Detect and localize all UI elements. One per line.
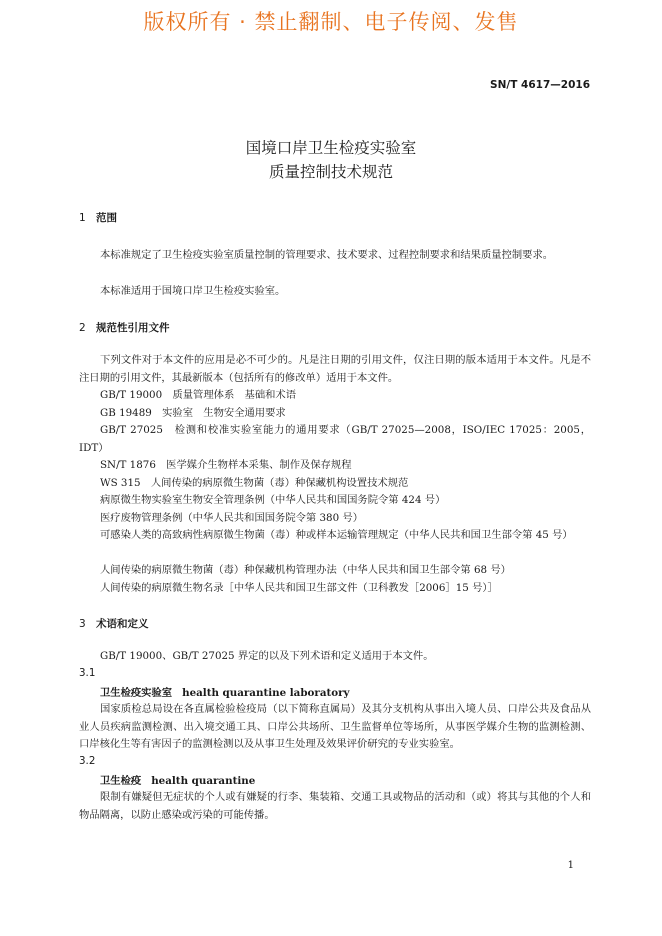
section-number: 2 (79, 322, 86, 334)
reference-item: 可感染人类的高致病性病原微生物菌（毒）种或样本运输管理规定（中华人民共和国卫生部令第 45 号） (100, 529, 573, 541)
section-heading-normative-references (79, 320, 170, 335)
reference-item: SN/T 1876 医学媒介生物样本采集、制作及保存规程 (100, 459, 352, 471)
term-english: health quarantine (151, 775, 256, 787)
reference-item: GB/T 27025 检测和校准实验室能力的通用要求（GB/T 27025—2008，ISO/IEC 17025：2005，IDT） (79, 424, 591, 454)
term-heading (100, 772, 255, 787)
section-heading-scope (79, 210, 117, 225)
term-number: 3.2 (79, 755, 96, 767)
page-number: 1 (567, 860, 574, 871)
reference-item: 人间传染的病原微生物菌（毒）种保藏机构管理办法（中华人民共和国卫生部令第 68 号） (100, 564, 511, 576)
reference-item: WS 315 人间传染的病原微生物菌（毒）种保藏机构设置技术规范 (100, 477, 409, 489)
term-definition: 国家质检总局设在各直属检验检疫局（以下简称直属局）及其分支机构从事出入境人员、口岸公共及食品从业人员疾病监测检测、出入境交通工具、口岸公共场所、卫生监督单位等场所，从事医学媒介生物的监测检测、口岸核化生等有害因子的监测检测以及从事卫生处理及效果评价研究的专业实验室。 (79, 703, 591, 750)
reference-item: 病原微生物实验室生物安全管理条例（中华人民共和国国务院令第 424 号） (100, 494, 446, 506)
watermark: 版权所有 · 禁止翻制、电子传阅、发售 (143, 10, 519, 34)
title-line-1: 国境口岸卫生检疫实验室 (245, 139, 417, 157)
term-heading (100, 684, 350, 699)
standard-code: SN/T 4617—2016 (490, 79, 590, 91)
reference-item: 医疗废物管理条例（中华人民共和国国务院令第 380 号） (100, 512, 364, 524)
title-line-2: 质量控制技术规范 (268, 163, 393, 181)
paragraph: 下列文件对于本文件的应用是必不可少的。凡是注日期的引用文件，仅注日期的版本适用于本文件。凡是不注日期的引用文件，其最新版本（包括所有的修改单）适用于本文件。 (79, 354, 591, 384)
section-heading-terms-definitions (79, 616, 149, 631)
term-chinese: 卫生检疫实验室 (100, 687, 173, 699)
term-definition: 限制有嫌疑但无症状的个人或有嫌疑的行李、集装箱、交通工具或物品的活动和（或）将其与其他的个人和物品隔离，以防止感染或污染的可能传播。 (79, 791, 591, 821)
reference-item: GB/T 19000 质量管理体系 基础和术语 (100, 389, 297, 401)
section-title: 范围 (96, 212, 117, 224)
document-title (0, 136, 662, 184)
term-number: 3.1 (79, 667, 96, 679)
paragraph: 本标准适用于国境口岸卫生检疫实验室。 (100, 285, 286, 297)
section-title: 术语和定义 (96, 618, 149, 630)
section-number: 1 (79, 212, 86, 224)
section-title: 规范性引用文件 (96, 322, 170, 334)
reference-item: 人间传染的病原微生物名录［中华人民共和国卫生部文件（卫科教发［2006］15 号）］ (100, 582, 498, 594)
term-chinese: 卫生检疫 (100, 775, 142, 787)
paragraph: GB/T 19000、GB/T 27025 界定的以及下列术语和定义适用于本文件。 (100, 650, 434, 662)
section-number: 3 (79, 618, 86, 630)
reference-item: GB 19489 实验室 生物安全通用要求 (100, 407, 286, 419)
term-english: health quarantine laboratory (182, 687, 350, 699)
paragraph: 本标准规定了卫生检疫实验室质量控制的管理要求、技术要求、过程控制要求和结果质量控制要求。 (100, 249, 554, 261)
